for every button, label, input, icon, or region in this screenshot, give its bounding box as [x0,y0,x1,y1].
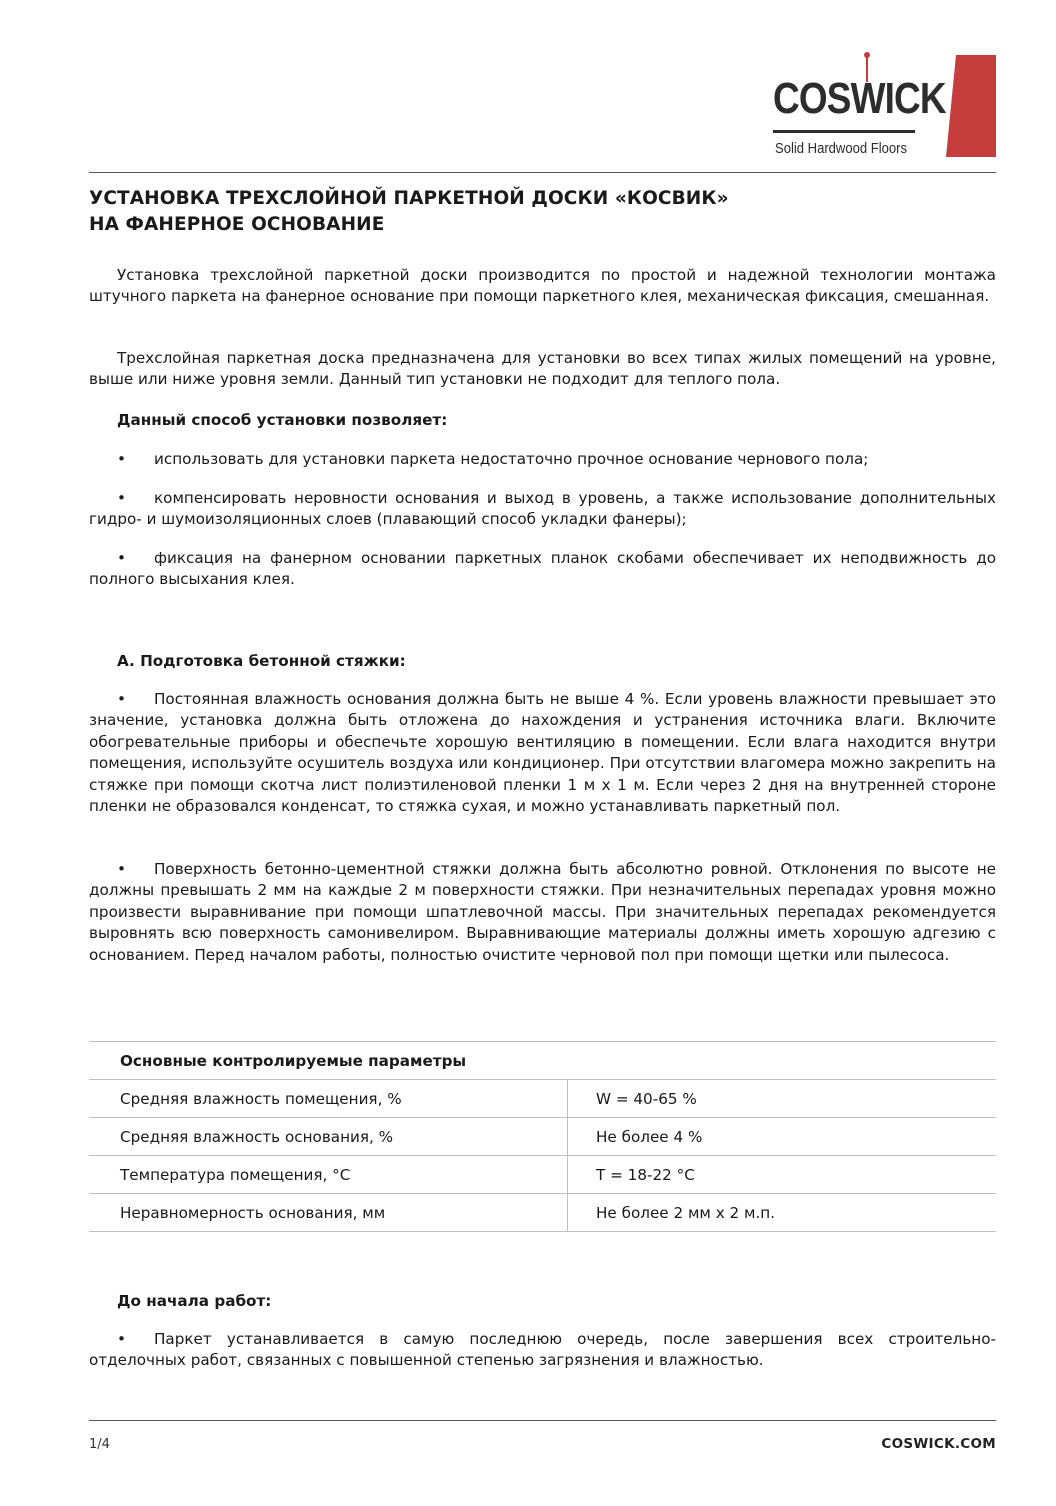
logo-tagline: Solid Hardwood Floors [775,141,908,157]
list-item-text: компенсировать неровности основания и выход в уровень, а также использование дополнительных гидро- и шумоизоляционных слоев (плавающий способ укладки фанеры); [89,489,996,529]
table-header-row [89,1042,996,1080]
bullet-mark: • [117,450,126,468]
list-item [89,449,996,470]
table-heading: Основные контролируемые параметры [89,1042,996,1080]
footer-divider [89,1420,996,1421]
list-item-text: фиксация на фанерном основании паркетных планок скобами обеспечивает их неподвижность до полного высыхания клея. [89,549,996,589]
param-value: Не более 2 мм х 2 м.п. [568,1194,997,1232]
logo-wordmark: COSWICK [773,74,946,123]
table-row [89,1194,996,1232]
bullet-mark: • [117,690,126,708]
logo-underline [773,130,915,133]
advantages-heading: Данный способ установки позволяет: [117,411,448,429]
bullet-mark: • [117,489,126,507]
param-value: W = 40-65 % [568,1080,997,1118]
logo-red-block [946,55,996,157]
param-name: Температура помещения, °С [89,1156,568,1194]
param-name: Неравномерность основания, мм [89,1194,568,1232]
list-item-text: Поверхность бетонно-цементной стяжки должна быть абсолютно ровной. Отклонения по высоте не должны превышать 2 мм на каждые 2 м поверхности стяжки. При незначительных перепадах уровня можно произвести выравнивание при помощи шпатлевочной массы. При значительных перепадах рекомендуется выровнять всю поверхность самонивелиром. Выравнивающие материалы должны иметь хорошую адгезию с основанием. Перед началом работы, полностью очистите черновой пол при помощи щетки или пылесоса. [89,860,996,964]
table-row [89,1080,996,1118]
section-a-heading: A. Подготовка бетонной стяжки: [117,652,406,670]
list-item-text: Постоянная влажность основания должна быть не выше 4 %. Если уровень влажности превышает это значение, установка должна быть отложена до нахождения и устранения источника влаги. Включите обогревательные приборы и обеспечьте хорошую вентиляцию в помещении. Если влага находится внутри помещения, используйте осушитель воздуха или кондиционер. При отсутствии влагомера можно закрепить на стяжке при помощи скотча лист полиэтиленовой пленки 1 м х 1 м. Если через 2 дня на внутренней стороне пленки не образовался конденсат, то стяжка сухая, и можно устанавливать паркетный пол. [89,690,996,816]
coswick-logo [770,52,946,160]
page-number: 1/4 [89,1437,110,1452]
param-name: Средняя влажность основания, % [89,1118,568,1156]
bullet-mark: • [117,860,126,878]
list-item [89,548,996,591]
param-value: Не более 4 % [568,1118,997,1156]
header-divider [89,172,996,173]
title-line-1: УСТАНОВКА ТРЕХСЛОЙНОЙ ПАРКЕТНОЙ ДОСКИ «КОСВИК» [89,188,729,209]
list-item-text: использовать для установки паркета недостаточно прочное основание чернового пола; [154,450,869,468]
website-link[interactable]: COSWICK.COM [881,1436,996,1452]
list-item [89,488,996,531]
page-title [89,186,996,238]
bullet-mark: • [117,549,126,567]
parameters-table [89,1041,996,1232]
param-name: Средняя влажность помещения, % [89,1080,568,1118]
intro-paragraph-1: Установка трехслойной паркетной доски производится по простой и надежной технологии монтажа штучного паркета на фанерное основание при помощи паркетного клея, механическая фиксация, смешанная. [89,266,996,306]
list-item [89,689,996,817]
before-work-heading: До начала работ: [117,1292,272,1310]
table-row [89,1118,996,1156]
list-item [89,859,996,966]
list-item-text: Паркет устанавливается в самую последнюю очередь, после завершения всех строительно-отделочных работ, связанных с повышенной степенью загрязнения и влажностью. [89,1330,996,1370]
title-line-2: НА ФАНЕРНОЕ ОСНОВАНИЕ [89,214,385,235]
bullet-mark: • [117,1330,126,1348]
list-item [89,1329,996,1372]
intro-paragraph-2: Трехслойная паркетная доска предназначена для установки во всех типах жилых помещений на уровне, выше или ниже уровня земли. Данный тип установки не подходит для теплого пола. [89,349,996,389]
table-row [89,1156,996,1194]
param-value: Т = 18-22 °С [568,1156,997,1194]
